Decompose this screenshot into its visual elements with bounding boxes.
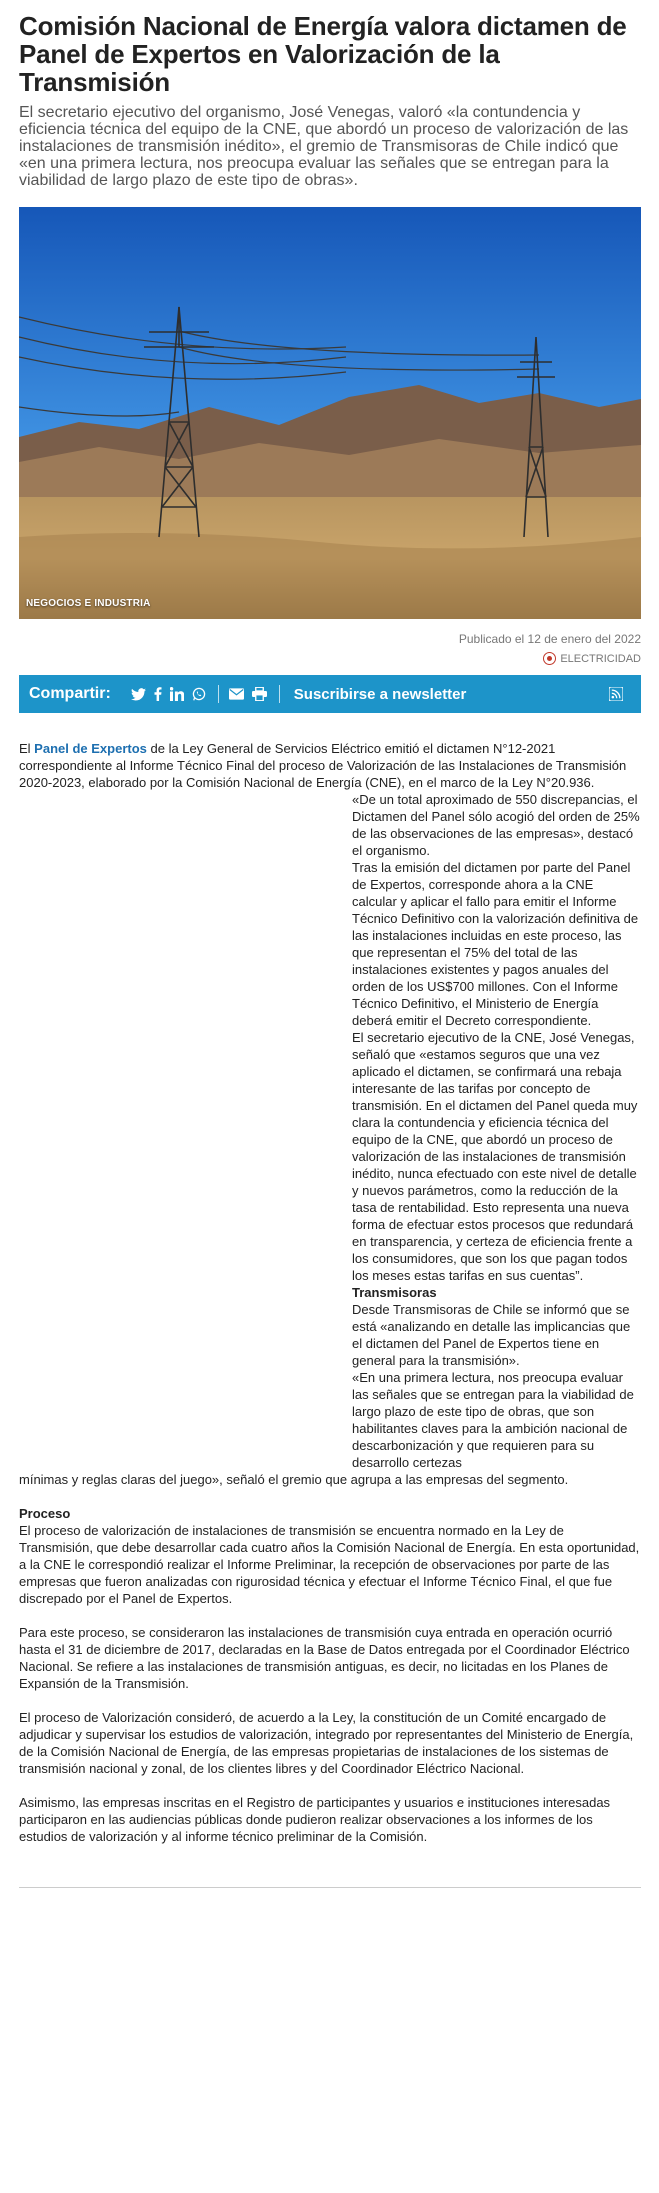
- publish-date: Publicado el 12 de enero del 2022: [458, 632, 641, 646]
- paragraph-proceso: El proceso de valorización de instalaciones de transmisión se encuentra normado en la Ley de Transmisión, que debe desarrollar cada cuatro años la Comisión Nacional de Energía. En esta oportunidad, a la CNE le correspondió realizar el Informe Preliminar, la recepción de observaciones por parte de las empresas que fueron analizadas con rigurosidad técnica y efectuar el Informe Técnico Final, el que fue discrepado por el Panel de Expertos.: [19, 1523, 640, 1606]
- divider: [19, 1887, 641, 1888]
- print-icon[interactable]: [252, 687, 267, 701]
- paragraph-venegas-quote: El secretario ejecutivo de la CNE, José Venegas, señaló que «estamos seguros que una vez aplicado el dictamen, se confirmará una rebaja interesante de las tarifas por concepto de transmisión. En el dictamen del Panel queda muy clara la contundencia y eficiencia técnica del equipo de la CNE, que abordó un proceso de valorización de las instalaciones de transmisión inédito, nunca efectuado con este nivel de detalle y nuevos parámetros, como la reducción de la tasa de rentabilidad. Esto representa una nueva forma de efectuar estos procesos que redundará en transparencia, y certeza de eficiencia frente a los consumidores, que son los que pagan todos los meses estas tarifas en sus cuentas”.: [352, 1030, 638, 1283]
- linkedin-icon[interactable]: [170, 687, 184, 701]
- category-tag[interactable]: [19, 652, 641, 665]
- paragraph-transmisoras: Desde Transmisoras de Chile se informó que se está «analizando en detalle las implicancias que el dictamen del Panel de Expertos tiene en general para la transmisión».: [352, 1302, 631, 1368]
- share-separator: [279, 685, 280, 703]
- share-label: Compartir:: [29, 685, 111, 702]
- twitter-icon[interactable]: [131, 688, 146, 701]
- paragraph-instalaciones: Para este proceso, se consideraron las instalaciones de transmisión cuya entrada en operación ocurrió hasta el 31 de diciembre de 2017, declaradas en la Base de Datos entregada por el Coordinador Eléctrico Nacional. Se refiere a las instalaciones de transmisión antiguas, es decir, no licitadas en los Planes de Expansión de la Transmisión.: [19, 1625, 630, 1691]
- category-label[interactable]: ELECTRICIDAD: [560, 652, 641, 665]
- paragraph-primera-lectura-end: mínimas y reglas claras del juego», señaló el gremio que agrupa a las empresas del segmento.: [19, 1472, 569, 1487]
- rss-icon[interactable]: [609, 687, 623, 701]
- facebook-icon[interactable]: [154, 687, 162, 701]
- right-column-text: [352, 791, 641, 1471]
- category-icon: [543, 652, 556, 665]
- subhead-proceso: Proceso: [19, 1506, 71, 1521]
- intro-post-text: de la Ley General de Servicios Eléctrico emitió el dictamen N°12-2021 correspondiente al Informe Técnico Final del proceso de Valorización de las Instalaciones de Transmisión 2020-2023, elaborado por la Comisión Nacional de Energía (CNE), en el marco de la Ley N°20.936.: [19, 741, 627, 790]
- intro-pre-text: El: [19, 741, 35, 756]
- share-bar: [19, 675, 641, 713]
- panel-expertos-link[interactable]: Panel de Expertos: [34, 741, 147, 756]
- power-lines-landscape-illustration: [19, 207, 641, 619]
- article-title: Comisión Nacional de Energía valora dictamen de Panel de Expertos en Valorización de la Transmisión: [19, 11, 627, 97]
- image-category-label: NEGOCIOS E INDUSTRIA: [26, 598, 151, 609]
- subhead-transmisoras: Transmisoras: [352, 1285, 437, 1300]
- email-icon[interactable]: [229, 688, 244, 700]
- newsletter-subscribe-link[interactable]: Suscribirse a newsletter: [293, 685, 467, 703]
- share-separator: [218, 685, 219, 703]
- quote-discrepancias: «De un total aproximado de 550 discrepancias, el Dictamen del Panel sólo acogió del orden de 25% de las observaciones de las empresas», destacó el organismo.: [352, 792, 640, 858]
- paragraph-comite: El proceso de Valorización consideró, de acuerdo a la Ley, la constitución de un Comité encargado de adjudicar y supervisar los estudios de valorización, integrado por representantes del Ministerio de Energía, de la Comisión Nacional de Energía, de las empresas propietarias de instalaciones de los sistemas de transmisión nacional y zonal, de los clientes libres y del Coordinador Eléctrico Nacional.: [19, 1710, 634, 1776]
- paragraph-informe-definitivo: Tras la emisión del dictamen por parte del Panel de Expertos, corresponde ahora a la CNE calcular y aplicar el fallo para emitir el Informe Técnico Definitivo con la valorización definitiva de las instalaciones incluidas en este proceso, las que representan el 75% del total de las instalaciones existentes y pagos anuales del orden de los US$700 millones. Con el Informe Técnico Definitivo, el Ministerio de Energía deberá emitir el Decreto correspondiente.: [352, 860, 639, 1028]
- hero-image: [19, 207, 641, 619]
- article-lead: El secretario ejecutivo del organismo, José Venegas, valoró «la contundencia y eficiencia técnica del equipo de la CNE, que abordó un proceso de valorización de las instalaciones de transmisión inédito», el gremio de Transmisoras de Chile indicó que «en una primera lectura, nos preocupa evaluar las señales que se entregan para la viabilidad de largo plazo de este tipo de obras».: [19, 104, 629, 189]
- paragraph-primera-lectura: «En una primera lectura, nos preocupa evaluar las señales que se entregan para la viabilidad de largo plazo de este tipo de obras, que son habilitantes claves para la ambición nacional de descarbonización y que requieren para su desarrollo certezas: [352, 1370, 634, 1470]
- intro-paragraph: [19, 740, 641, 791]
- whatsapp-icon[interactable]: [192, 687, 206, 701]
- paragraph-audiencias: Asimismo, las empresas inscritas en el Registro de participantes y usuarios e instituciones interesadas participaron en las audiencias públicas donde pudieron realizar observaciones a los informes de los estudios de valorización y al informe técnico preliminar de la Comisión.: [19, 1795, 611, 1844]
